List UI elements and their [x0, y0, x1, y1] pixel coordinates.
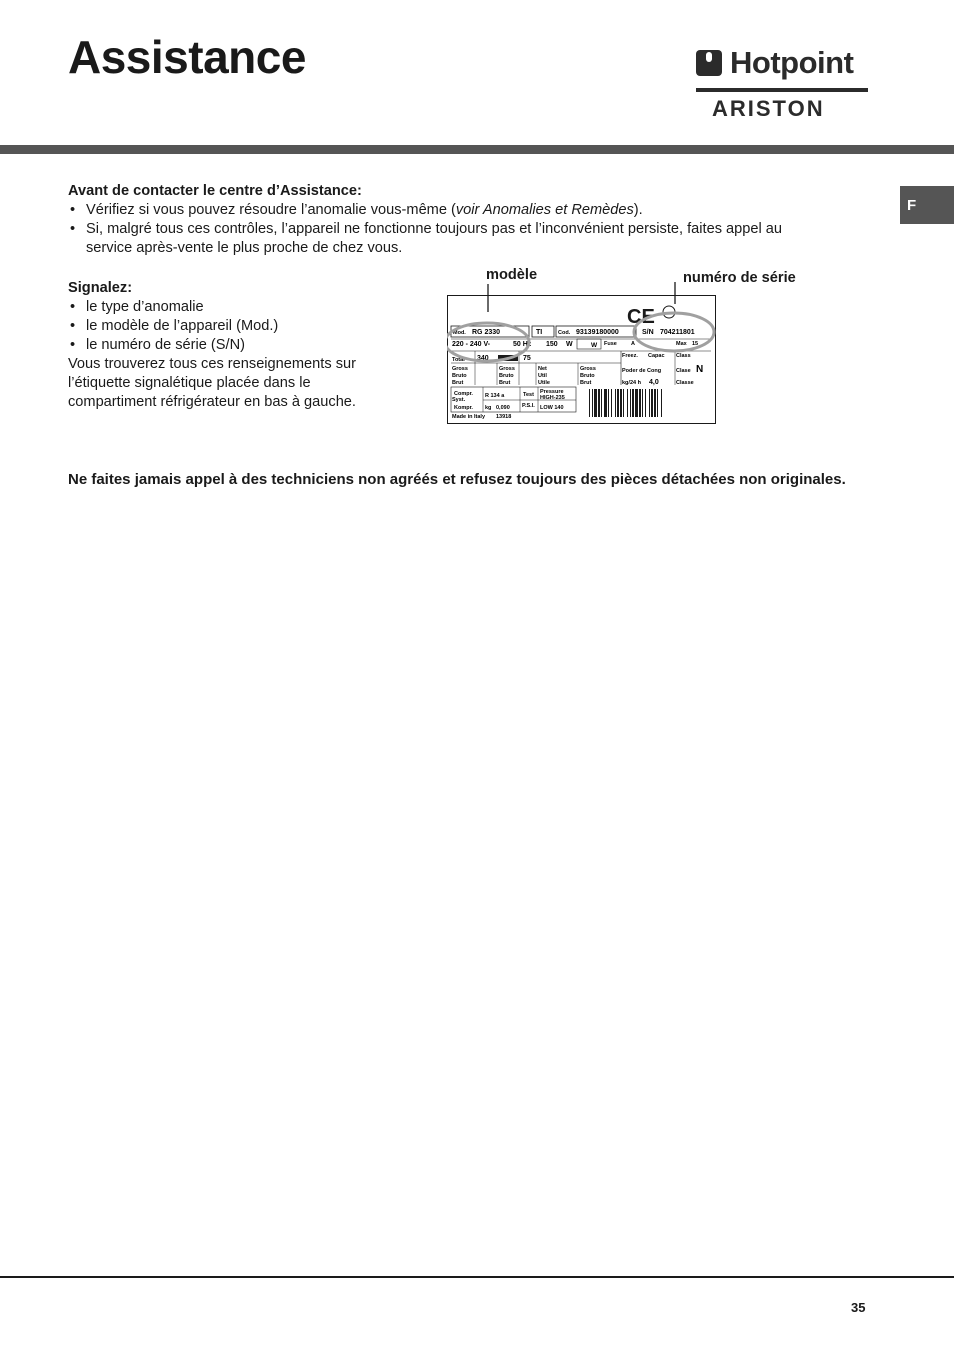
class-label: Class: [676, 353, 691, 359]
bullet-1-reference: voir Anomalies et Remèdes: [455, 202, 634, 218]
hotpoint-logo-icon: [696, 50, 722, 76]
sn-value: 704211801: [660, 329, 695, 336]
fuse-a: A: [631, 341, 635, 347]
kg24-value: 4,0: [649, 379, 659, 386]
capac-label: Capac: [648, 353, 665, 359]
max-value: 15: [692, 341, 699, 347]
gross-2-c: Brut: [499, 380, 511, 386]
warning-notice: Ne faites jamais appel à des techniciens non agréés et refusez toujours des pièces détachées non originales.: [68, 471, 846, 488]
cod-value: 93139180000: [576, 329, 619, 336]
logo-brand-text: Hotpoint: [730, 45, 854, 80]
test-label: Test: [523, 392, 534, 398]
net-a: Net: [538, 366, 547, 372]
net-c: Utile: [538, 380, 550, 386]
syst-label: Syst.: [452, 397, 466, 403]
language-tab: F: [900, 186, 954, 224]
watt-unit: W: [566, 341, 573, 348]
ce-mark-icon: CE: [627, 306, 655, 328]
gross-3-c: Brut: [580, 380, 592, 386]
gross-1-c: Brut: [452, 380, 464, 386]
signal-section: [68, 279, 388, 412]
sn-label: S/N: [642, 329, 654, 336]
logo-sub-text: ARISTON: [712, 96, 825, 121]
clase-label: Clase: [676, 368, 691, 374]
made-in-label: Made in Italy: [452, 414, 486, 420]
total-75: 75: [523, 355, 531, 362]
total-value: 340: [477, 355, 489, 362]
gross-2-b: Bruto: [499, 373, 514, 379]
psi-label: P.S.I.: [522, 403, 535, 409]
cod-label: Cod.: [558, 330, 571, 336]
freez-label: Freez.: [622, 353, 638, 359]
max-label: Max: [676, 341, 687, 347]
contact-bullet-2: • Si, malgré tous ces contrôles, l’appareil ne fonctionne toujours pas et l’inconvénient persiste, faites appel au service après-vente le plus proche de chez vous.: [68, 220, 828, 258]
signal-item-2: • le modèle de l’appareil (Mod.): [68, 317, 388, 336]
gross-2-a: Gross: [499, 366, 515, 372]
classe-label: Classe: [676, 380, 694, 386]
header-bar: [0, 145, 954, 154]
signal-item-3: • le numéro de série (S/N): [68, 336, 388, 355]
logo-divider: [696, 88, 868, 92]
mod-value: RG 2330: [472, 329, 501, 336]
clase-value: N: [696, 364, 704, 375]
watt-value: 150: [546, 341, 558, 348]
signal-note: Vous trouverez tous ces renseignements sur l’étiquette signalétique placée dans le compartiment réfrigérateur en bas à gauche.: [68, 356, 356, 410]
pressure-low: LOW 140: [540, 405, 564, 411]
fuse-label: Fuse: [604, 341, 617, 347]
brand-logo: [694, 46, 870, 122]
contact-heading: Avant de contacter le centre d’Assistance:: [68, 183, 362, 199]
voltage-value: 220 - 240 V-: [452, 341, 491, 348]
page-title: Assistance: [68, 31, 306, 83]
signal-item-1: • le type d’anomalie: [68, 298, 388, 317]
kompr-label: Kompr.: [454, 405, 473, 411]
lamp-watt-unit: W: [591, 342, 598, 349]
made-code: 13918: [496, 414, 512, 420]
hz-value: 50 Hz: [513, 341, 532, 348]
net-b: Util: [538, 373, 547, 379]
ti-label: TI: [536, 329, 543, 336]
poder-label: Poder de Cong: [622, 368, 662, 374]
compr-label: Compr.: [454, 391, 473, 397]
kg-label: kg: [485, 405, 492, 411]
bullet-1-end: ).: [633, 202, 643, 218]
kg-value: 0,090: [496, 405, 510, 411]
bullet-1-text: Vérifiez si vous pouvez résoudre l’anomalie vous-même (: [86, 202, 456, 218]
model-callout-label: modèle: [486, 267, 538, 283]
refrigerant-value: R 134 a: [485, 393, 505, 399]
total-label: Total: [452, 357, 465, 363]
pressure-high: HIGH-235: [540, 395, 565, 401]
mod-label: Mod.: [453, 330, 466, 336]
kg24-label: kg/24 h: [622, 380, 641, 386]
page-number: 35: [851, 1300, 866, 1315]
pressure-label: Pressure: [540, 389, 564, 395]
signal-heading: Signalez:: [68, 280, 133, 296]
serial-callout-label: numéro de série: [683, 270, 796, 286]
gross-3-a: Gross: [580, 366, 596, 372]
footer-rule: [0, 1276, 954, 1278]
gross-1-b: Bruto: [452, 373, 467, 379]
gross-3-b: Bruto: [580, 373, 595, 379]
gross-1-a: Gross: [452, 366, 468, 372]
contact-bullet-1: [68, 201, 828, 220]
contact-section: [68, 182, 828, 258]
callout-pointers: [470, 282, 690, 322]
